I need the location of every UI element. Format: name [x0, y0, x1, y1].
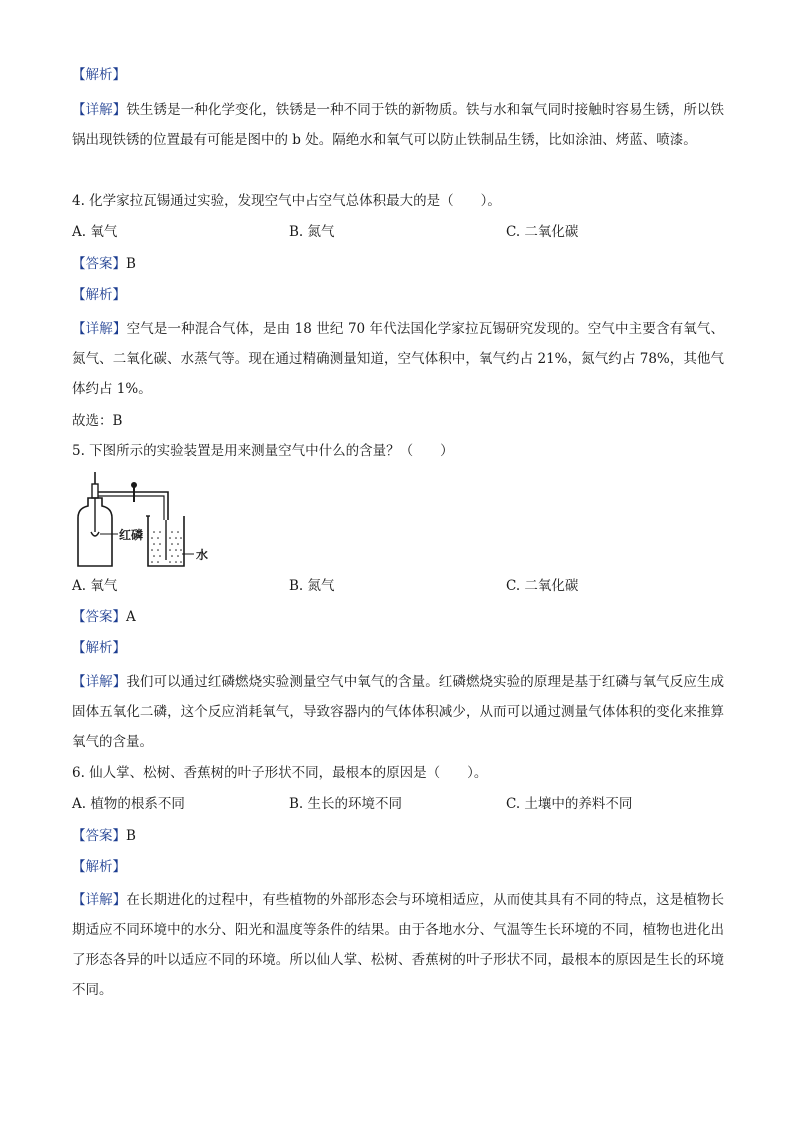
q4-option-c: C. 二氧化碳	[506, 224, 579, 240]
q5-option-a: A. 氧气	[72, 578, 118, 594]
q4-choose: 故选：B	[72, 413, 123, 429]
q6-answer-label: 【答案】	[72, 828, 126, 844]
combustion-spoon	[91, 532, 99, 536]
q5-answer	[72, 606, 722, 628]
label-water: 水	[196, 548, 209, 562]
q5-detail-label: 【详解】	[72, 674, 127, 690]
prev-detail-label: 【详解】	[72, 102, 127, 118]
q4-answer-value: B	[126, 256, 136, 272]
q5-analysis-label: 【解析】	[72, 640, 126, 656]
q5-stem: 5. 下图所示的实验装置是用来测量空气中什么的含量？（ ）	[72, 443, 454, 459]
q5-detail-text: 我们可以通过红磷燃烧实验测量空气中氧气的含量。红磷燃烧实验的原理是基于红磷与氧气反应生成固体五氧化二磷，这个反应消耗氧气，导致容器内的气体体积减少，从而可以通过测量气体体积的变化来推算氧气的含量。	[72, 674, 725, 750]
experiment-apparatus-diagram	[72, 470, 222, 570]
q4-answer-label: 【答案】	[72, 256, 126, 272]
q4-stem: 4. 化学家拉瓦锡通过实验，发现空气中占空气总体积最大的是（ ）。	[72, 193, 501, 209]
clamp-knob	[131, 482, 137, 488]
prev-detail-text: 铁生锈是一种化学变化，铁锈是一种不同于铁的新物质。铁与水和氧气同时接触时容易生锈，所以铁锅出现铁锈的位置最有可能是图中的 b 处。隔绝水和氧气可以防止铁制品生锈，比如涂油、烤蓝、喷漆。	[72, 102, 725, 148]
q4-option-b: B. 氮气	[289, 224, 335, 240]
q4-detail-text: 空气是一种混合气体，是由 18 世纪 70 年代法国化学家拉瓦锡研究发现的。空气中主要含有氧气、氮气、二氧化碳、水蒸气等。现在通过精确测量知道，空气体积中，氧气约占 21%，氮气约占 78%，其他气体约占 1%。	[72, 321, 725, 397]
q4-detail	[72, 314, 724, 404]
stopper	[92, 484, 98, 498]
q6-answer-value: B	[126, 828, 136, 844]
q5-detail	[72, 667, 724, 757]
q6-detail	[72, 885, 724, 1005]
q6-analysis-label: 【解析】	[72, 859, 126, 875]
prev-analysis-label: 【解析】	[72, 67, 126, 83]
q6-option-a: A. 植物的根系不同	[72, 796, 185, 812]
q5-answer-label: 【答案】	[72, 609, 126, 625]
q6-answer	[72, 825, 722, 847]
label-red-phosphorus: 红磷	[119, 528, 144, 542]
q5-answer-value: A	[126, 609, 136, 625]
apparatus-svg	[72, 470, 222, 570]
q5-option-b: B. 氮气	[289, 578, 335, 594]
q4-detail-label: 【详解】	[72, 321, 127, 337]
q4-option-a: A. 氧气	[72, 224, 118, 240]
q5-option-c: C. 二氧化碳	[506, 578, 579, 594]
q4-answer	[72, 253, 722, 275]
q6-detail-label: 【详解】	[72, 892, 127, 908]
prev-detail	[72, 95, 724, 155]
q6-stem: 6. 仙人掌、松树、香蕉树的叶子形状不同，最根本的原因是（ ）。	[72, 765, 488, 781]
q6-detail-text: 在长期进化的过程中，有些植物的外部形态会与环境相适应，从而使其具有不同的特点，这是植物长期适应不同环境中的水分、阳光和温度等条件的结果。由于各地水分、气温等生长环境的不同，植物也进化出了形态各异的叶以适应不同的环境。所以仙人掌、松树、香蕉树的叶子形状不同，最根本的原因是生长的环境不同。	[72, 892, 725, 998]
q4-analysis-label: 【解析】	[72, 287, 126, 303]
q6-option-c: C. 土壤中的养料不同	[506, 796, 633, 812]
q6-option-b: B. 生长的环境不同	[289, 796, 403, 812]
